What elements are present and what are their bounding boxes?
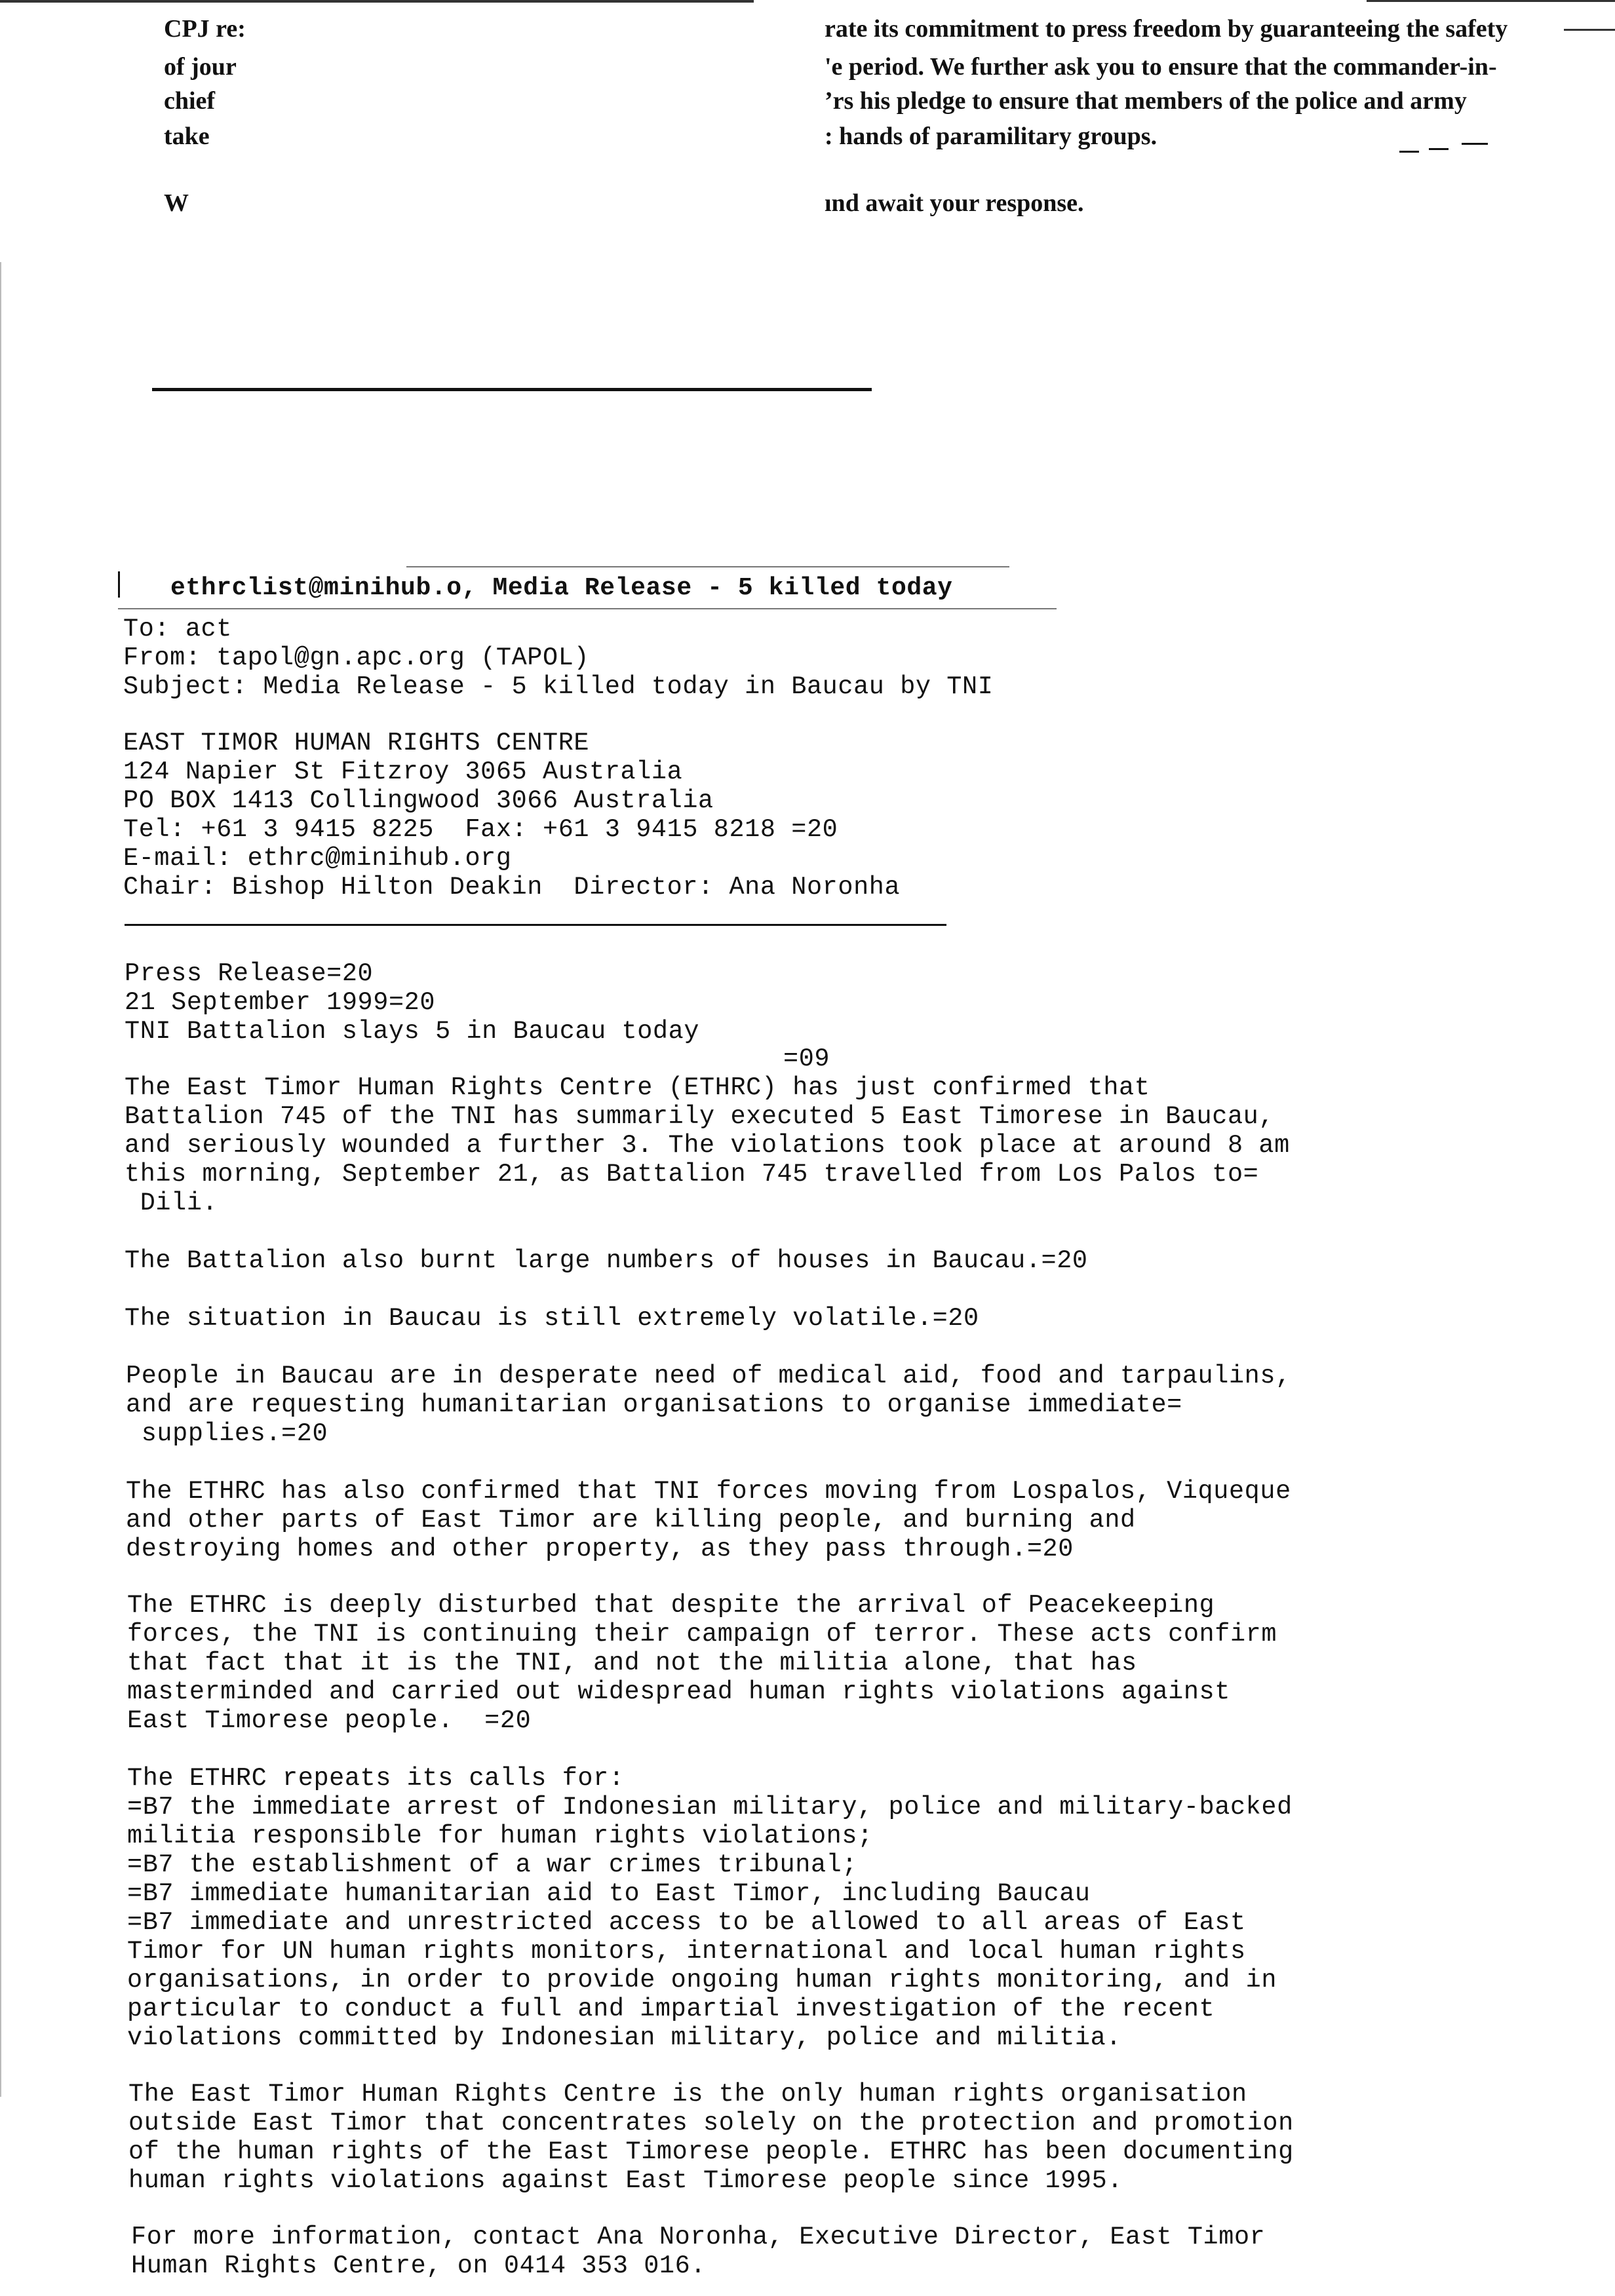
dash-mark	[1399, 151, 1419, 153]
para7-line-3: militia responsible for human rights violations;	[127, 1822, 873, 1850]
para7-line-6: =B7 immediate and unrestricted access to be allowed to all areas of East	[127, 1908, 1246, 1937]
paragraph-3: The situation in Baucau is still extremely volatile.=20	[125, 1304, 979, 1333]
top-scan-edge	[0, 0, 754, 3]
letter-left-line-1: CPJ re:	[164, 15, 246, 43]
org-tel-fax: Tel: +61 3 9415 8225 Fax: +61 3 9415 8218 =20	[123, 815, 838, 844]
email-to: To: act	[123, 615, 232, 643]
signature-rule	[152, 388, 872, 391]
para7-line-8: organisations, in order to provide ongoing human rights monitoring, and in	[127, 1966, 1277, 1995]
para8-line-1: The East Timor Human Rights Centre is the only human rights organisation	[128, 2080, 1247, 2109]
para1-line-2: Battalion 745 of the TNI has summarily executed 5 East Timorese in Baucau,	[125, 1102, 1275, 1131]
email-subject: Subject: Media Release - 5 killed today in Baucau by TNI	[123, 672, 994, 701]
para6-line-3: that fact that it is the TNI, and not the militia alone, that has	[127, 1649, 1137, 1677]
release-tab-code: =09	[783, 1044, 830, 1073]
para6-line-2: forces, the TNI is continuing their campaign of terror. These acts confirm	[127, 1620, 1277, 1649]
para4-line-1: People in Baucau are in desperate need of medical aid, food and tarpaulins,	[126, 1362, 1291, 1390]
header-top-rule	[406, 566, 1009, 567]
para1-line-3: and seriously wounded a further 3. The violations took place at around 8 am	[125, 1131, 1290, 1160]
para5-line-2: and other parts of East Timor are killing people, and burning and	[126, 1506, 1136, 1535]
header-bottom-rule	[118, 608, 1057, 609]
org-email: E-mail: ethrc@minihub.org	[123, 844, 512, 873]
letter-left-line-3: chief	[164, 87, 216, 115]
right-scan-edge-mark	[1564, 29, 1615, 31]
para5-line-3: destroying homes and other property, as they pass through.=20	[126, 1535, 1074, 1563]
para8-line-2: outside East Timor that concentrates solely on the protection and promotion	[128, 2109, 1294, 2137]
para7-line-9: particular to conduct a full and impartial investigation of the recent	[127, 1995, 1215, 2023]
para7-line-4: =B7 the establishment of a war crimes tribunal;	[127, 1850, 858, 1879]
para1-line-4: this morning, September 21, as Battalion 745 travelled from Los Palos to=	[125, 1160, 1259, 1189]
letter-left-line-2: of jour	[164, 53, 237, 81]
release-date: 21 September 1999=20	[125, 988, 436, 1017]
email-header-title: ethrclist@minihub.o, Media Release - 5 killed today	[170, 574, 953, 602]
top-scan-edge-right	[1367, 0, 1615, 2]
letter-right-line-5: ınd await your response.	[825, 189, 1084, 217]
para8-line-4: human rights violations against East Timorese people since 1995.	[128, 2166, 1123, 2195]
org-chair: Chair: Bishop Hilton Deakin Director: Ana Noronha	[123, 873, 901, 902]
para1-line-1: The East Timor Human Rights Centre (ETHRC) has just confirmed that	[125, 1073, 1150, 1102]
letter-right-line-1: rate its commitment to press freedom by guaranteeing the safety	[825, 15, 1508, 43]
org-address-1: 124 Napier St Fitzroy 3065 Australia	[123, 757, 683, 786]
para1-line-5: Dili.	[125, 1189, 218, 1217]
left-scan-edge	[0, 262, 1, 2097]
para6-line-1: The ETHRC is deeply disturbed that despite the arrival of Peacekeeping	[127, 1591, 1215, 1620]
header-left-bracket	[118, 571, 120, 598]
org-divider	[125, 924, 946, 926]
para7-line-2: =B7 the immediate arrest of Indonesian military, police and military-backed	[127, 1793, 1293, 1822]
para9-line-2: Human Rights Centre, on 0414 353 016.	[131, 2251, 707, 2280]
letter-right-line-2: 'e period. We further ask you to ensure that the commander-in-	[825, 53, 1497, 81]
para7-line-7: Timor for UN human rights monitors, international and local human rights	[127, 1937, 1246, 1966]
para6-line-4: masterminded and carried out widespread human rights violations against	[127, 1677, 1230, 1706]
email-from: From: tapol@gn.apc.org (TAPOL)	[123, 643, 590, 672]
letter-left-line-4: take	[164, 123, 210, 150]
release-label: Press Release=20	[125, 959, 374, 988]
para8-line-3: of the human rights of the East Timorese people. ETHRC has been documenting	[128, 2137, 1294, 2166]
para9-line-1: For more information, contact Ana Noronha, Executive Director, East Timor	[131, 2223, 1266, 2251]
para7-line-5: =B7 immediate humanitarian aid to East Timor, including Baucau	[127, 1879, 1091, 1908]
para4-line-3: supplies.=20	[126, 1419, 328, 1448]
paragraph-2: The Battalion also burnt large numbers of houses in Baucau.=20	[125, 1246, 1088, 1275]
dash-mark-2	[1429, 148, 1449, 150]
letter-right-line-3: ’rs his pledge to ensure that members of the police and army	[825, 87, 1467, 115]
para6-line-5: East Timorese people. =20	[127, 1706, 532, 1735]
org-address-2: PO BOX 1413 Collingwood 3066 Australia	[123, 786, 714, 815]
org-name: EAST TIMOR HUMAN RIGHTS CENTRE	[123, 729, 590, 757]
para7-line-10: violations committed by Indonesian military, police and militia.	[127, 2023, 1122, 2052]
para7-line-1: The ETHRC repeats its calls for:	[127, 1764, 625, 1793]
para4-line-2: and are requesting humanitarian organisations to organise immediate=	[126, 1390, 1182, 1419]
letter-left-line-5: W	[164, 189, 189, 217]
para5-line-1: The ETHRC has also confirmed that TNI forces moving from Lospalos, Viqueque	[126, 1477, 1291, 1506]
release-headline: TNI Battalion slays 5 in Baucau today	[125, 1017, 700, 1046]
letter-right-line-4: : hands of paramilitary groups.	[825, 123, 1158, 150]
dash-mark-3	[1462, 143, 1488, 145]
